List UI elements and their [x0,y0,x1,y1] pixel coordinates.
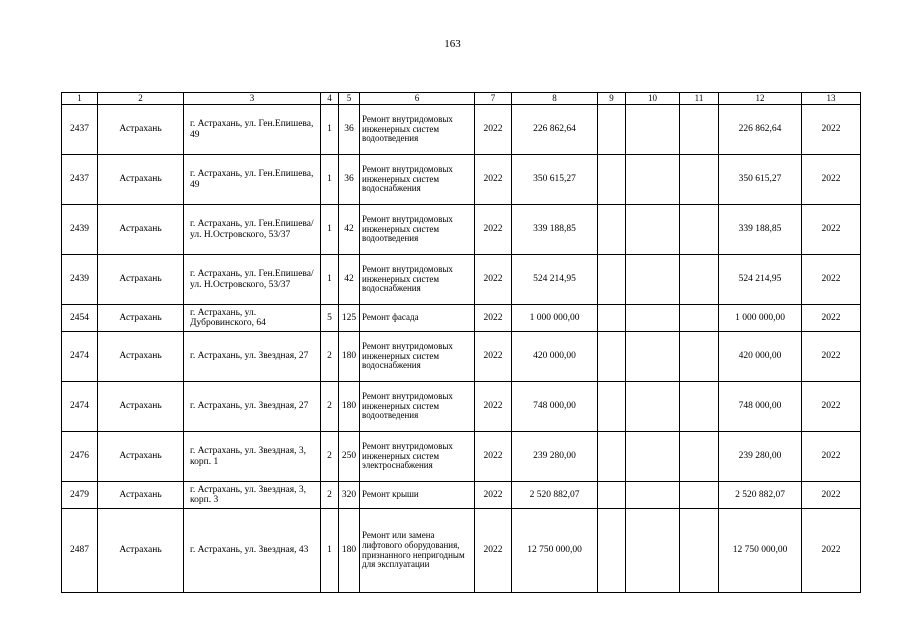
col13-year-cell: 2022 [802,105,861,155]
col10-value-cell [626,332,680,382]
col9-value-cell [598,105,626,155]
table-row [62,482,861,509]
address-cell: г. Астрахань, ул. Звездная, 43 [184,509,321,593]
col4-value-cell: 1 [321,155,339,205]
row-id-cell: 2439 [62,205,98,255]
col11-value-cell [680,332,719,382]
amount-cell: 12 750 000,00 [512,509,598,593]
col10-value-cell [626,155,680,205]
col4-value-cell: 2 [321,332,339,382]
col5-value-cell: 42 [339,255,360,305]
work-type-cell: Ремонт внутридомовых инженерных систем водоотведения [360,382,475,432]
col11-value-cell [680,432,719,482]
work-type-cell: Ремонт внутридомовых инженерных систем водоснабжения [360,155,475,205]
amount-cell: 226 862,64 [512,105,598,155]
column-header: 2 [98,93,184,105]
total-amount-cell: 350 615,27 [719,155,802,205]
address-cell: г. Астрахань, ул. Ген.Епишева/ ул. Н.Островского, 53/37 [184,255,321,305]
row-id-cell: 2454 [62,305,98,332]
total-amount-cell: 12 750 000,00 [719,509,802,593]
column-header: 11 [680,93,719,105]
year-cell: 2022 [475,155,512,205]
address-cell: г. Астрахань, ул. Звездная, 27 [184,332,321,382]
column-header: 10 [626,93,680,105]
col5-value-cell: 180 [339,382,360,432]
col4-value-cell: 1 [321,509,339,593]
col9-value-cell [598,332,626,382]
column-header: 8 [512,93,598,105]
city-cell: Астрахань [98,255,184,305]
city-cell: Астрахань [98,105,184,155]
address-cell: г. Астрахань, ул. Звездная, 3, корп. 1 [184,432,321,482]
row-id-cell: 2487 [62,509,98,593]
col4-value-cell: 1 [321,255,339,305]
col9-value-cell [598,205,626,255]
city-cell: Астрахань [98,432,184,482]
col11-value-cell [680,105,719,155]
col13-year-cell: 2022 [802,155,861,205]
col4-value-cell: 5 [321,305,339,332]
row-id-cell: 2437 [62,105,98,155]
column-header: 6 [360,93,475,105]
year-cell: 2022 [475,105,512,155]
col9-value-cell [598,482,626,509]
col11-value-cell [680,305,719,332]
table-row [62,255,861,305]
column-header: 7 [475,93,512,105]
total-amount-cell: 2 520 882,07 [719,482,802,509]
col5-value-cell: 180 [339,509,360,593]
col10-value-cell [626,432,680,482]
column-header: 3 [184,93,321,105]
col5-value-cell: 250 [339,432,360,482]
col4-value-cell: 2 [321,382,339,432]
city-cell: Астрахань [98,509,184,593]
col11-value-cell [680,509,719,593]
address-cell: г. Астрахань, ул. Ген.Епишева, 49 [184,105,321,155]
amount-cell: 2 520 882,07 [512,482,598,509]
total-amount-cell: 339 188,85 [719,205,802,255]
column-header: 9 [598,93,626,105]
col4-value-cell: 2 [321,432,339,482]
amount-cell: 1 000 000,00 [512,305,598,332]
col13-year-cell: 2022 [802,509,861,593]
col10-value-cell [626,382,680,432]
col13-year-cell: 2022 [802,255,861,305]
table-row [62,205,861,255]
work-type-cell: Ремонт внутридомовых инженерных систем водоотведения [360,205,475,255]
work-type-cell: Ремонт фасада [360,305,475,332]
row-id-cell: 2474 [62,382,98,432]
col9-value-cell [598,305,626,332]
col10-value-cell [626,255,680,305]
works-table [61,92,861,593]
table-row [62,332,861,382]
amount-cell: 748 000,00 [512,382,598,432]
row-id-cell: 2439 [62,255,98,305]
column-header: 4 [321,93,339,105]
col9-value-cell [598,509,626,593]
work-type-cell: Ремонт или замена лифтового оборудования, признанного непригодным для эксплуатации [360,509,475,593]
amount-cell: 239 280,00 [512,432,598,482]
col5-value-cell: 42 [339,205,360,255]
col5-value-cell: 125 [339,305,360,332]
table-row [62,305,861,332]
col10-value-cell [626,205,680,255]
row-id-cell: 2476 [62,432,98,482]
work-type-cell: Ремонт крыши [360,482,475,509]
table-row [62,382,861,432]
col11-value-cell [680,482,719,509]
total-amount-cell: 420 000,00 [719,332,802,382]
col5-value-cell: 36 [339,105,360,155]
amount-cell: 350 615,27 [512,155,598,205]
col11-value-cell [680,155,719,205]
col10-value-cell [626,509,680,593]
work-type-cell: Ремонт внутридомовых инженерных систем электроснабжения [360,432,475,482]
col9-value-cell [598,255,626,305]
total-amount-cell: 239 280,00 [719,432,802,482]
year-cell: 2022 [475,432,512,482]
col11-value-cell [680,255,719,305]
row-id-cell: 2437 [62,155,98,205]
col9-value-cell [598,382,626,432]
year-cell: 2022 [475,482,512,509]
col4-value-cell: 1 [321,105,339,155]
col13-year-cell: 2022 [802,332,861,382]
year-cell: 2022 [475,305,512,332]
col4-value-cell: 2 [321,482,339,509]
page-number: 163 [444,38,461,50]
col13-year-cell: 2022 [802,382,861,432]
address-cell: г. Астрахань, ул. Звездная, 27 [184,382,321,432]
col9-value-cell [598,432,626,482]
col4-value-cell: 1 [321,205,339,255]
amount-cell: 339 188,85 [512,205,598,255]
table-row [62,509,861,593]
work-type-cell: Ремонт внутридомовых инженерных систем водоснабжения [360,332,475,382]
amount-cell: 524 214,95 [512,255,598,305]
city-cell: Астрахань [98,382,184,432]
column-header: 13 [802,93,861,105]
table-row [62,155,861,205]
row-id-cell: 2479 [62,482,98,509]
address-cell: г. Астрахань, ул. Ген.Епишева/ ул. Н.Островского, 53/37 [184,205,321,255]
address-cell: г. Астрахань, ул. Звездная, 3, корп. 3 [184,482,321,509]
city-cell: Астрахань [98,332,184,382]
year-cell: 2022 [475,332,512,382]
row-id-cell: 2474 [62,332,98,382]
city-cell: Астрахань [98,482,184,509]
year-cell: 2022 [475,509,512,593]
col13-year-cell: 2022 [802,205,861,255]
col10-value-cell [626,305,680,332]
total-amount-cell: 748 000,00 [719,382,802,432]
table-row [62,105,861,155]
year-cell: 2022 [475,255,512,305]
column-header: 5 [339,93,360,105]
header-row [62,93,861,105]
col11-value-cell [680,382,719,432]
total-amount-cell: 1 000 000,00 [719,305,802,332]
year-cell: 2022 [475,205,512,255]
col10-value-cell [626,105,680,155]
col10-value-cell [626,482,680,509]
column-header: 1 [62,93,98,105]
col11-value-cell [680,205,719,255]
total-amount-cell: 524 214,95 [719,255,802,305]
table-row [62,432,861,482]
amount-cell: 420 000,00 [512,332,598,382]
column-header: 12 [719,93,802,105]
col5-value-cell: 36 [339,155,360,205]
col5-value-cell: 320 [339,482,360,509]
total-amount-cell: 226 862,64 [719,105,802,155]
city-cell: Астрахань [98,205,184,255]
col13-year-cell: 2022 [802,305,861,332]
col5-value-cell: 180 [339,332,360,382]
address-cell: г. Астрахань, ул. Ген.Епишева, 49 [184,155,321,205]
address-cell: г. Астрахань, ул. Дубровинского, 64 [184,305,321,332]
col13-year-cell: 2022 [802,482,861,509]
city-cell: Астрахань [98,155,184,205]
col9-value-cell [598,155,626,205]
year-cell: 2022 [475,382,512,432]
col13-year-cell: 2022 [802,432,861,482]
work-type-cell: Ремонт внутридомовых инженерных систем водоотведения [360,105,475,155]
city-cell: Астрахань [98,305,184,332]
work-type-cell: Ремонт внутридомовых инженерных систем водоснабжения [360,255,475,305]
